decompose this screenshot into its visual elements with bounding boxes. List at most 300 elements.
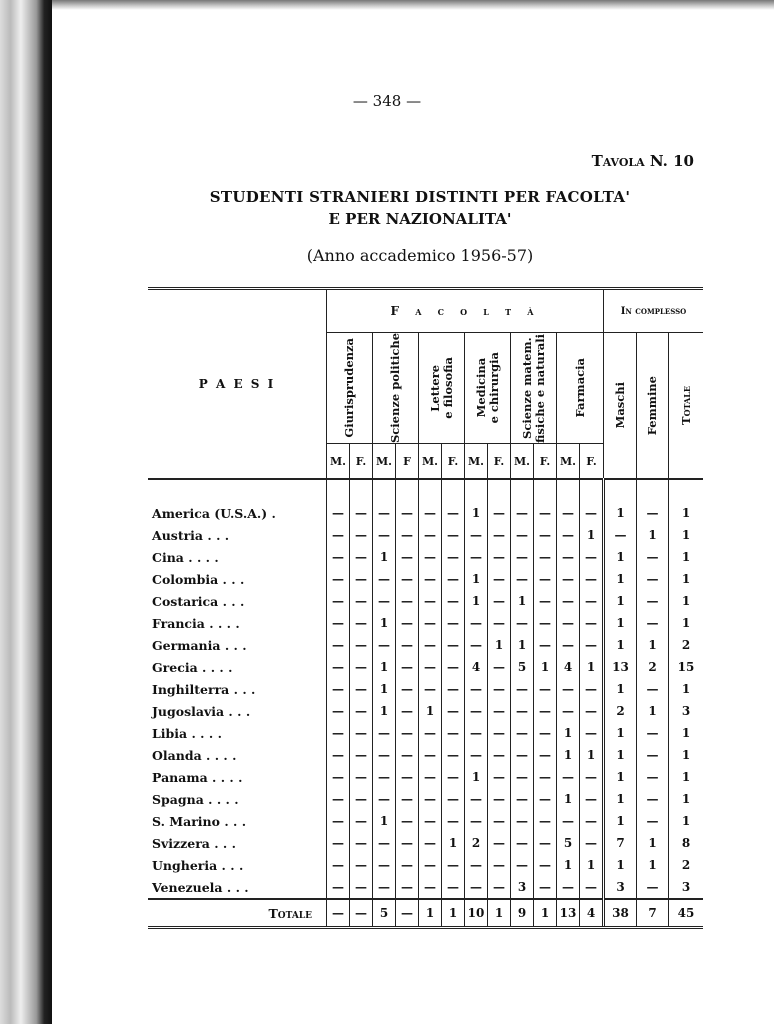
table-cell: 2 xyxy=(669,634,704,656)
table-cell: — xyxy=(419,744,442,766)
table-cell: 1 xyxy=(669,678,704,700)
country-name: America (U.S.A.) . xyxy=(152,505,276,521)
table-cell: 1 xyxy=(580,524,604,546)
table-cell: — xyxy=(350,788,373,810)
table-cell: — xyxy=(580,678,604,700)
table-cell: — xyxy=(465,612,488,634)
table-cell: 1 xyxy=(465,479,488,524)
table-cell: — xyxy=(442,524,465,546)
header-total-col xyxy=(637,333,669,480)
table-cell: — xyxy=(637,744,669,766)
table-cell: 1 xyxy=(669,744,704,766)
header-sex: F. xyxy=(488,444,511,480)
table-cell: 1 xyxy=(637,700,669,722)
scan-top-edge xyxy=(52,0,774,10)
table-cell: — xyxy=(373,722,396,744)
table-cell: — xyxy=(373,524,396,546)
faculty-label: Medicina e chirurgia xyxy=(473,352,501,424)
country-name: Panama . . . . xyxy=(152,769,243,785)
table-cell: 1 xyxy=(669,788,704,810)
table-cell: 1 xyxy=(669,722,704,744)
table-cell: — xyxy=(350,524,373,546)
table-cell: — xyxy=(557,634,580,656)
table-cell: — xyxy=(396,700,419,722)
table-cell: — xyxy=(465,854,488,876)
table-cell: 2 xyxy=(604,700,637,722)
table-cell: 13 xyxy=(557,899,580,928)
subtitle: (Anno accademico 1956-57) xyxy=(306,246,534,265)
table-cell: — xyxy=(373,568,396,590)
table-cell: — xyxy=(327,700,350,722)
table-cell: — xyxy=(465,722,488,744)
table-cell: — xyxy=(534,524,557,546)
table-cell: 4 xyxy=(580,899,604,928)
table-cell: — xyxy=(373,479,396,524)
table-cell: — xyxy=(442,678,465,700)
table-cell: — xyxy=(442,634,465,656)
table-cell: 1 xyxy=(604,612,637,634)
country-name: Venezuela . . . xyxy=(152,879,249,895)
table-cell: 9 xyxy=(511,899,534,928)
table-cell: 45 xyxy=(669,899,704,928)
table-cell: — xyxy=(637,788,669,810)
table-cell: — xyxy=(350,766,373,788)
table-row xyxy=(148,568,703,590)
table-cell: 1 xyxy=(637,854,669,876)
table-cell: 1 xyxy=(442,832,465,854)
table-cell: — xyxy=(396,788,419,810)
header-sex: F xyxy=(396,444,419,480)
country-name: Olanda . . . . xyxy=(152,747,237,763)
country-name: Grecia . . . . xyxy=(152,659,233,675)
table-row xyxy=(148,766,703,788)
table-cell: — xyxy=(442,479,465,524)
table-cell: — xyxy=(373,744,396,766)
table-cell: — xyxy=(511,524,534,546)
table-cell: 1 xyxy=(604,766,637,788)
table-cell: 1 xyxy=(419,899,442,928)
table-cell: — xyxy=(350,634,373,656)
table-cell: 5 xyxy=(373,899,396,928)
table-cell: 1 xyxy=(604,722,637,744)
table-cell: — xyxy=(373,832,396,854)
header-sex: M. xyxy=(557,444,580,480)
table-cell: — xyxy=(511,722,534,744)
table-cell: — xyxy=(557,568,580,590)
table-cell: — xyxy=(580,634,604,656)
table-cell: — xyxy=(350,700,373,722)
table-cell: — xyxy=(419,568,442,590)
table-cell: — xyxy=(350,612,373,634)
table-cell: — xyxy=(442,810,465,832)
table-cell: 1 xyxy=(373,810,396,832)
table-cell: 3 xyxy=(604,876,637,899)
table-cell: — xyxy=(637,766,669,788)
students-table xyxy=(148,287,703,929)
table-cell: — xyxy=(442,854,465,876)
table-cell: — xyxy=(396,744,419,766)
table-cell: — xyxy=(580,479,604,524)
table-cell: — xyxy=(580,766,604,788)
header-paesi: P A E S I xyxy=(148,289,327,480)
table-cell: — xyxy=(327,479,350,524)
table-cell: — xyxy=(396,612,419,634)
table-cell: — xyxy=(511,788,534,810)
table-cell: — xyxy=(511,810,534,832)
table-cell: — xyxy=(488,678,511,700)
table-cell: — xyxy=(419,479,442,524)
table-cell: — xyxy=(350,876,373,899)
table-cell: 2 xyxy=(637,656,669,678)
table-cell: 1 xyxy=(465,568,488,590)
table-cell: — xyxy=(396,810,419,832)
table-cell: — xyxy=(488,832,511,854)
table-cell: 3 xyxy=(669,876,704,899)
table-cell: — xyxy=(350,678,373,700)
table-cell: 1 xyxy=(604,744,637,766)
table-cell: — xyxy=(350,810,373,832)
table-cell: — xyxy=(350,854,373,876)
table-cell: 1 xyxy=(580,744,604,766)
table-cell: — xyxy=(637,810,669,832)
table-cell: — xyxy=(534,766,557,788)
table-row xyxy=(148,524,703,546)
table-cell: 1 xyxy=(669,479,704,524)
country-name: Spagna . . . . xyxy=(152,791,239,807)
table-cell: — xyxy=(465,810,488,832)
table-cell: 1 xyxy=(557,854,580,876)
header-faculty xyxy=(373,333,419,444)
table-cell: — xyxy=(488,854,511,876)
country-name: Francia . . . . xyxy=(152,615,240,631)
table-cell: — xyxy=(534,479,557,524)
table-cell: — xyxy=(604,524,637,546)
table-cell: — xyxy=(511,568,534,590)
table-cell: 1 xyxy=(442,899,465,928)
table-cell: 1 xyxy=(511,634,534,656)
table-cell: — xyxy=(488,700,511,722)
total-col-label: Femmine xyxy=(645,375,659,436)
country-name: S. Marino . . . xyxy=(152,813,247,829)
table-cell: — xyxy=(488,524,511,546)
table-cell: — xyxy=(350,744,373,766)
table-cell: 1 xyxy=(604,810,637,832)
faculty-label: Scienze matem. fisiche e naturali xyxy=(519,333,547,443)
table-cell: — xyxy=(327,524,350,546)
table-cell: — xyxy=(419,590,442,612)
table-cell: — xyxy=(419,612,442,634)
table-cell: — xyxy=(350,722,373,744)
total-col-label: Totale xyxy=(678,386,693,425)
table-cell: — xyxy=(488,590,511,612)
table-cell: — xyxy=(488,810,511,832)
table-row xyxy=(148,788,703,810)
table-cell: 3 xyxy=(669,700,704,722)
header-sex: M. xyxy=(327,444,350,480)
table-row xyxy=(148,612,703,634)
table-cell: 1 xyxy=(669,612,704,634)
table-cell: 1 xyxy=(580,854,604,876)
table-cell: — xyxy=(396,722,419,744)
table-cell: — xyxy=(637,612,669,634)
table-cell: — xyxy=(327,788,350,810)
header-sex: M. xyxy=(511,444,534,480)
table-cell: — xyxy=(396,546,419,568)
table-cell: 1 xyxy=(604,854,637,876)
table-cell: — xyxy=(350,656,373,678)
table-cell: — xyxy=(396,832,419,854)
table-cell: — xyxy=(488,568,511,590)
table-cell: — xyxy=(442,700,465,722)
scan-border xyxy=(0,0,52,1024)
table-cell: — xyxy=(534,854,557,876)
table-cell: — xyxy=(327,634,350,656)
header-sex: F. xyxy=(350,444,373,480)
table-cell: — xyxy=(442,612,465,634)
country-name: Germania . . . xyxy=(152,637,247,653)
table-cell: — xyxy=(534,546,557,568)
faculty-label: Scienze politiche xyxy=(388,332,402,443)
table-cell: — xyxy=(580,700,604,722)
table-cell: — xyxy=(637,722,669,744)
table-cell: 1 xyxy=(465,766,488,788)
table-cell: — xyxy=(511,832,534,854)
table-cell: 1 xyxy=(604,788,637,810)
table-cell: 1 xyxy=(557,744,580,766)
table-cell: — xyxy=(419,766,442,788)
table-cell: 1 xyxy=(669,590,704,612)
table-cell: 1 xyxy=(534,899,557,928)
table-cell: — xyxy=(488,722,511,744)
header-faculty xyxy=(419,333,465,444)
table-row xyxy=(148,876,703,899)
table-cell: — xyxy=(327,546,350,568)
header-faculty xyxy=(327,333,373,444)
table-cell: — xyxy=(580,590,604,612)
table-cell: — xyxy=(465,744,488,766)
country-name: Libia . . . . xyxy=(152,725,222,741)
header-faculty xyxy=(465,333,511,444)
table-cell: — xyxy=(511,678,534,700)
header-sex: M. xyxy=(465,444,488,480)
table-cell: — xyxy=(488,479,511,524)
table-cell: 15 xyxy=(669,656,704,678)
table-cell: — xyxy=(465,678,488,700)
table-cell: 1 xyxy=(373,612,396,634)
table-cell: — xyxy=(511,612,534,634)
table-cell: — xyxy=(419,524,442,546)
table-cell: 1 xyxy=(580,656,604,678)
table-cell: — xyxy=(511,700,534,722)
table-cell: 1 xyxy=(637,634,669,656)
table-cell: — xyxy=(442,546,465,568)
table-cell: 1 xyxy=(488,634,511,656)
table-row xyxy=(148,590,703,612)
table-cell: — xyxy=(465,524,488,546)
page-number: — 348 — xyxy=(352,92,422,110)
table-cell: — xyxy=(327,722,350,744)
table-row xyxy=(148,810,703,832)
table-cell: 1 xyxy=(604,479,637,524)
table-cell: — xyxy=(465,546,488,568)
country-name: Inghilterra . . . xyxy=(152,681,256,697)
table-cell: — xyxy=(396,479,419,524)
table-cell: 1 xyxy=(604,590,637,612)
faculty-label: Lettere e filosofia xyxy=(427,357,455,419)
table-cell: — xyxy=(373,634,396,656)
table-cell: — xyxy=(557,612,580,634)
table-row xyxy=(148,479,703,524)
table-cell: 1 xyxy=(637,524,669,546)
country-name: Colombia . . . xyxy=(152,571,245,587)
table-cell: — xyxy=(488,788,511,810)
title-line-2: E PER NAZIONALITA' xyxy=(328,210,512,228)
table-cell: — xyxy=(350,479,373,524)
title-line-1: STUDENTI STRANIERI DISTINTI PER FACOLTA' xyxy=(209,188,631,206)
table-cell: — xyxy=(557,546,580,568)
table-cell: — xyxy=(580,788,604,810)
table-cell: — xyxy=(327,876,350,899)
table-cell: — xyxy=(557,810,580,832)
table-cell: 1 xyxy=(669,568,704,590)
table-cell: 4 xyxy=(557,656,580,678)
table-cell: — xyxy=(327,766,350,788)
table-cell: 1 xyxy=(373,546,396,568)
table-cell: — xyxy=(350,899,373,928)
table-row xyxy=(148,854,703,876)
table-cell: — xyxy=(396,876,419,899)
table-cell: — xyxy=(350,832,373,854)
table-cell: — xyxy=(396,766,419,788)
table-row xyxy=(148,634,703,656)
table-cell: 1 xyxy=(511,590,534,612)
table-cell: 1 xyxy=(669,524,704,546)
table-cell: 7 xyxy=(637,899,669,928)
table-cell: — xyxy=(637,678,669,700)
table-cell: — xyxy=(637,546,669,568)
table-cell: — xyxy=(557,700,580,722)
table-cell: — xyxy=(534,678,557,700)
table-cell: — xyxy=(580,612,604,634)
table-cell: — xyxy=(488,766,511,788)
country-name: Costarica . . . xyxy=(152,593,245,609)
table-cell: — xyxy=(327,899,350,928)
table-label: Tavola N. 10 xyxy=(591,152,694,170)
table-cell: 2 xyxy=(465,832,488,854)
table-cell: 1 xyxy=(557,788,580,810)
header-in-complesso: In complesso xyxy=(604,289,704,333)
table-row xyxy=(148,678,703,700)
table-cell: 4 xyxy=(465,656,488,678)
table-cell: — xyxy=(442,656,465,678)
table-cell: — xyxy=(534,810,557,832)
table-cell: — xyxy=(419,656,442,678)
table-cell: — xyxy=(419,634,442,656)
header-sex: M. xyxy=(419,444,442,480)
header-total-col xyxy=(604,333,637,480)
table-cell: — xyxy=(488,612,511,634)
table-cell: — xyxy=(419,854,442,876)
table-cell: 1 xyxy=(534,656,557,678)
table-cell: 10 xyxy=(465,899,488,928)
table-cell: — xyxy=(534,722,557,744)
table-cell: 7 xyxy=(604,832,637,854)
table-row xyxy=(148,546,703,568)
table-cell: — xyxy=(327,590,350,612)
table-row xyxy=(148,700,703,722)
country-name: Jugoslavia . . . xyxy=(152,703,251,719)
table-cell: — xyxy=(465,876,488,899)
table-cell: — xyxy=(465,788,488,810)
table-cell: — xyxy=(396,590,419,612)
table-cell: — xyxy=(327,612,350,634)
table-cell: — xyxy=(396,899,419,928)
table-cell: — xyxy=(419,876,442,899)
table-cell: — xyxy=(442,788,465,810)
table-cell: — xyxy=(442,876,465,899)
table-cell: — xyxy=(511,766,534,788)
table-cell: — xyxy=(557,678,580,700)
table-cell: — xyxy=(637,479,669,524)
header-total-col xyxy=(669,333,704,480)
table-cell: — xyxy=(580,810,604,832)
table-cell: — xyxy=(327,568,350,590)
table-cell: 1 xyxy=(604,634,637,656)
table-cell: — xyxy=(350,590,373,612)
table-cell: — xyxy=(442,766,465,788)
table-cell: 1 xyxy=(669,766,704,788)
table-cell: 13 xyxy=(604,656,637,678)
table-cell: — xyxy=(534,876,557,899)
table-cell: 1 xyxy=(373,678,396,700)
table-cell: 1 xyxy=(419,700,442,722)
table-cell: — xyxy=(511,854,534,876)
table-cell: — xyxy=(488,744,511,766)
table-cell: — xyxy=(396,678,419,700)
table-cell: — xyxy=(419,722,442,744)
country-name: Cina . . . . xyxy=(152,549,219,565)
table-cell: — xyxy=(373,854,396,876)
table-cell: — xyxy=(327,656,350,678)
table-cell: 1 xyxy=(488,899,511,928)
table-cell: — xyxy=(465,700,488,722)
table-cell: 1 xyxy=(373,656,396,678)
header-sex: F. xyxy=(442,444,465,480)
table-cell: 1 xyxy=(637,832,669,854)
table-cell: — xyxy=(511,744,534,766)
table-cell: — xyxy=(327,810,350,832)
header-sex: M. xyxy=(373,444,396,480)
table-row xyxy=(148,656,703,678)
table-cell: 8 xyxy=(669,832,704,854)
header-sex: F. xyxy=(580,444,604,480)
table-cell: 2 xyxy=(669,854,704,876)
header-facolta: F a c o l t à xyxy=(327,289,604,333)
table-cell: — xyxy=(419,810,442,832)
table-cell: — xyxy=(511,479,534,524)
table-cell: — xyxy=(557,766,580,788)
table-cell: — xyxy=(580,568,604,590)
table-cell: — xyxy=(465,634,488,656)
table-cell: — xyxy=(534,612,557,634)
table-cell: — xyxy=(373,788,396,810)
table-cell: 1 xyxy=(557,722,580,744)
table-cell: — xyxy=(396,656,419,678)
table-cell: — xyxy=(637,876,669,899)
table-cell: — xyxy=(488,876,511,899)
table-row xyxy=(148,722,703,744)
faculty-label: Farmacia xyxy=(572,358,587,418)
